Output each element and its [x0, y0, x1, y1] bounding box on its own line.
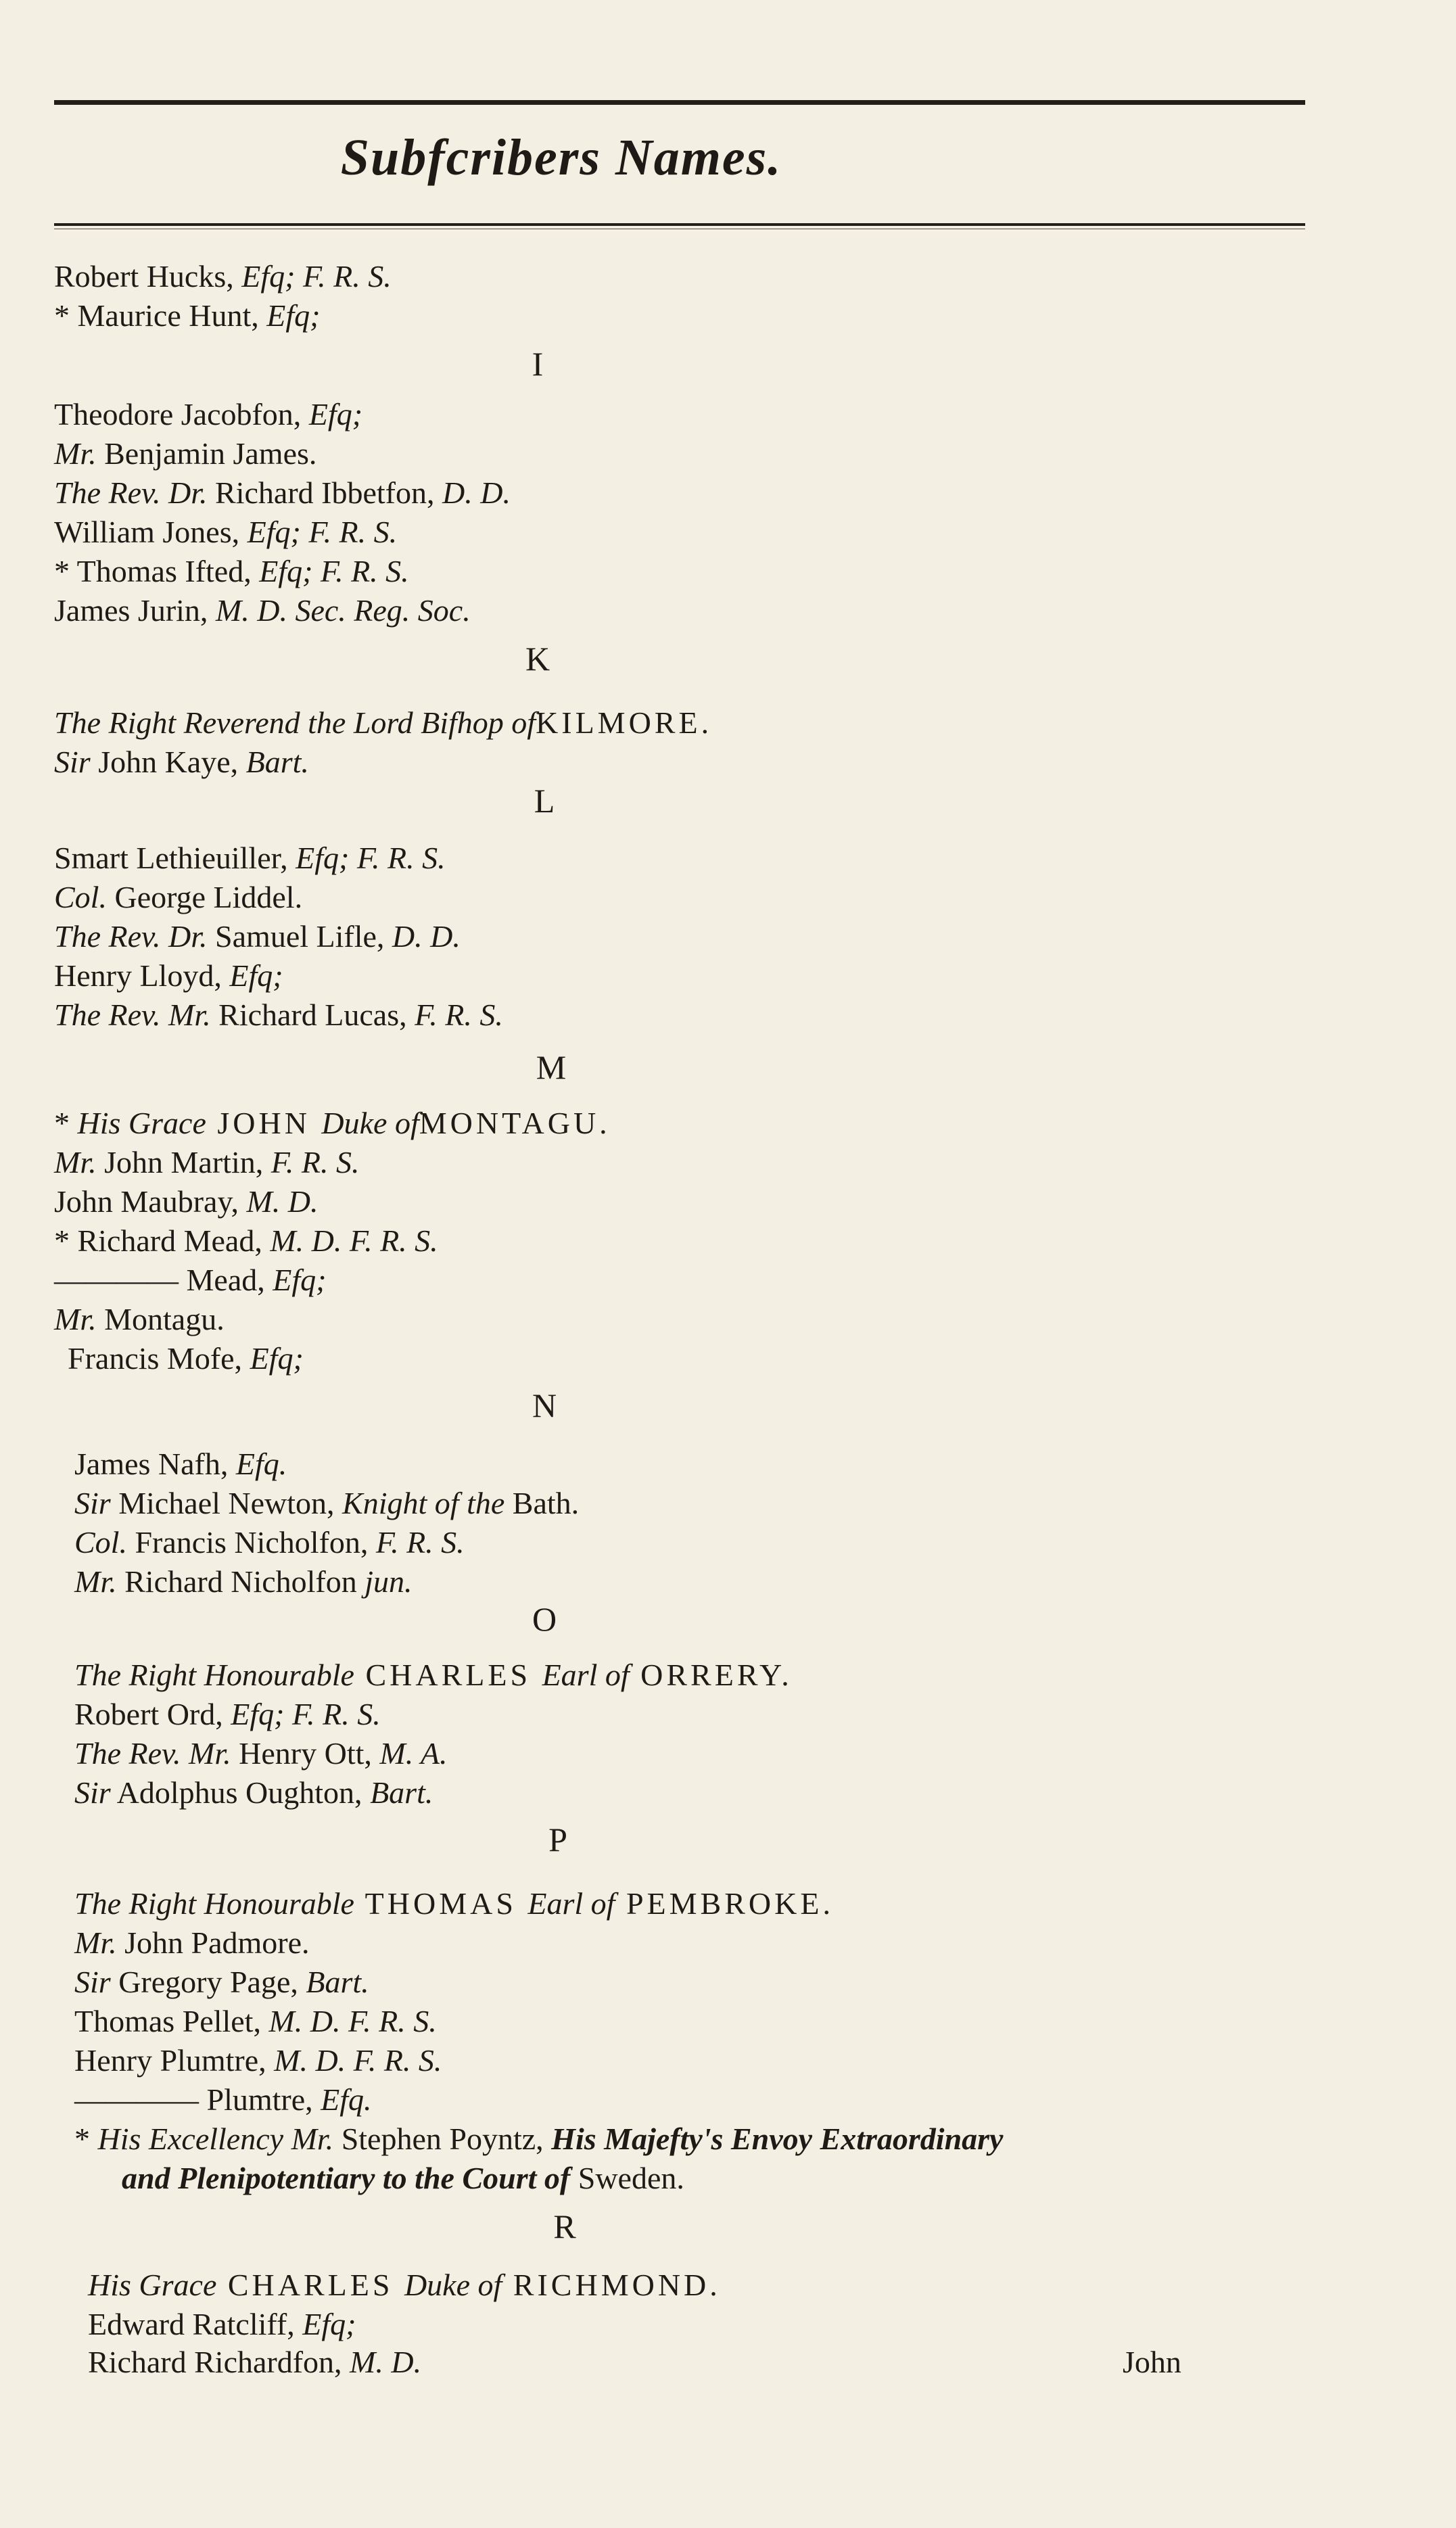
list-item: Theodore Jacobfon, Efq; [54, 397, 363, 431]
list-item: James Nafh, Efq. [74, 1447, 287, 1481]
list-item: * Richard Mead, M. D. F. R. S. [54, 1223, 438, 1258]
list-item: The Rev. Dr. Samuel Lifle, D. D. [54, 919, 461, 954]
section-letter-r: R [553, 2207, 576, 2245]
list-item: The Right Honourable CHARLES Earl of ORRERY. [74, 1658, 793, 1692]
list-item: John Maubray, M. D. [54, 1184, 319, 1219]
list-item: Sir Michael Newton, Knight of the Bath. [74, 1486, 580, 1520]
list-item: ———— Mead, Efq; [54, 1263, 327, 1297]
list-item: Henry Plumtre, M. D. F. R. S. [74, 2043, 442, 2078]
list-item: * His Grace JOHN Duke ofMONTAGU. [54, 1106, 611, 1140]
list-item: Col. George Liddel. [54, 880, 303, 914]
catchword: John [1123, 2345, 1181, 2379]
list-item: Henry Lloyd, Efq; [54, 958, 283, 993]
section-letter-m: M [536, 1048, 567, 1086]
list-item: ———— Plumtre, Efq. [74, 2082, 372, 2117]
list-item: Mr. John Padmore. [74, 1925, 310, 1960]
list-item: * Maurice Hunt, Efq; [54, 298, 321, 333]
list-item: Mr. Montagu. [54, 1302, 225, 1336]
list-item: Mr. Richard Nicholfon jun. [74, 1564, 413, 1599]
list-item: The Rev. Mr. Richard Lucas, F. R. S. [54, 998, 503, 1032]
list-item: William Jones, Efq; F. R. S. [54, 515, 398, 549]
section-letter-o: O [532, 1600, 557, 1638]
list-item: Col. Francis Nicholfon, F. R. S. [74, 1525, 465, 1560]
list-item: Edward Ratcliff, Efq; [88, 2307, 356, 2341]
list-item: Mr. Benjamin James. [54, 436, 317, 471]
list-item: Sir John Kaye, Bart. [54, 745, 309, 779]
page-title: Subfcribers Names. [340, 129, 782, 186]
top-rule [54, 100, 1305, 105]
section-letter-n: N [532, 1386, 557, 1424]
list-item: Sir Gregory Page, Bart. [74, 1965, 369, 1999]
list-item: The Rev. Mr. Henry Ott, M. A. [74, 1736, 448, 1771]
title-rule [54, 223, 1305, 226]
list-item: Smart Lethieuiller, Efq; F. R. S. [54, 841, 446, 875]
section-letter-k: K [525, 640, 550, 678]
list-item: James Jurin, M. D. Sec. Reg. Soc. [54, 593, 471, 628]
list-item: The Right Reverend the Lord Bifhop ofKILMORE. [54, 705, 713, 740]
list-item: Robert Hucks, Efq; F. R. S. [54, 259, 392, 294]
list-item: Thomas Pellet, M. D. F. R. S. [74, 2004, 437, 2038]
list-item: The Rev. Dr. Richard Ibbetfon, D. D. [54, 475, 511, 510]
list-item: * Thomas Ifted, Efq; F. R. S. [54, 554, 409, 588]
list-item: and Plenipotentiary to the Court of Sweden. [122, 2161, 684, 2195]
list-item: Francis Mofe, Efq; [68, 1341, 304, 1376]
list-item: * His Excellency Mr. Stephen Poyntz, His Majefty's Envoy Extraordinary [74, 2122, 1004, 2156]
section-letter-l: L [534, 782, 555, 820]
list-item: Richard Richardfon, M. D. [88, 2345, 422, 2379]
list-item: Sir Adolphus Oughton, Bart. [74, 1775, 433, 1810]
list-item: His Grace CHARLES Duke of RICHMOND. [88, 2268, 721, 2302]
section-letter-i: I [532, 345, 544, 383]
list-item: Robert Ord, Efq; F. R. S. [74, 1697, 381, 1731]
section-letter-p: P [548, 1821, 567, 1858]
list-item: Mr. John Martin, F. R. S. [54, 1145, 360, 1179]
list-item: The Right Honourable THOMAS Earl of PEMBROKE. [74, 1886, 834, 1921]
